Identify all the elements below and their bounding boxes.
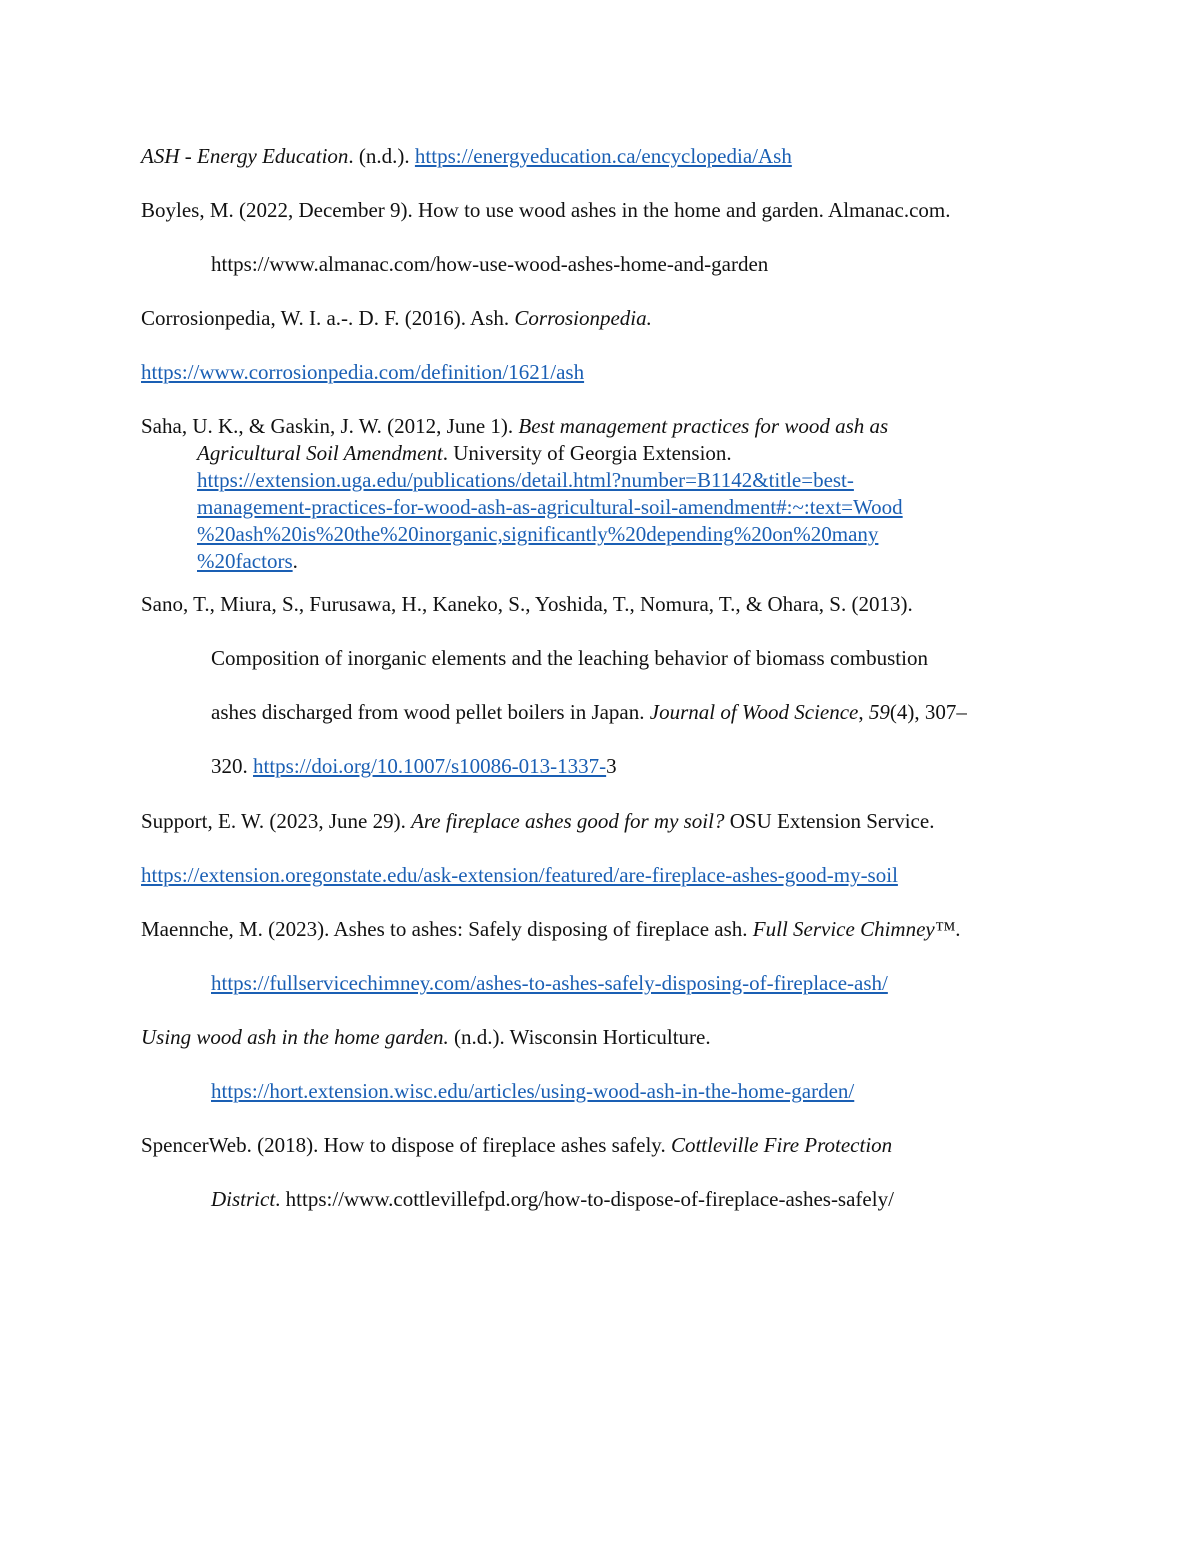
- reference-8: [141, 1024, 711, 1051]
- reference-9: [141, 1132, 892, 1159]
- reference-link[interactable]: https://www.corrosionpedia.com/definition/1621/ash: [141, 360, 585, 384]
- reference-7-url-line: [211, 970, 888, 997]
- reference-5-line-2: Composition of inorganic elements and the leaching behavior of biomass combustion: [211, 646, 928, 670]
- reference-3: [141, 305, 652, 332]
- reference-link[interactable]: https://energyeducation.ca/encyclopedia/Ash: [414, 144, 792, 168]
- reference-link[interactable]: https://extension.oregonstate.edu/ask-extension/featured/are-fireplace-ashes-good-my-soil: [141, 863, 898, 887]
- reference-end: .: [955, 917, 961, 941]
- reference-2: Boyles, M. (2022, December 9). How to use wood ashes in the home and garden. Almanac.com.: [141, 198, 951, 222]
- reference-title: Are fireplace ashes good for my soil?: [411, 809, 725, 833]
- reference-volume: 59: [868, 700, 890, 724]
- reference-link[interactable]: https://hort.extension.wisc.edu/articles/using-wood-ash-in-the-home-garden/: [211, 1079, 855, 1103]
- reference-title-cont: Agricultural Soil Amendment: [197, 441, 443, 465]
- reference-pages-end: 320.: [211, 754, 253, 778]
- reference-title: Best management practices for wood ash as: [518, 414, 889, 438]
- reference-link[interactable]: %20ash%20is%20the%20inorganic,significantly%20depending%20on%20many: [197, 522, 879, 546]
- reference-url: . https://www.cottlevillefpd.org/how-to-dispose-of-fireplace-ashes-safely/: [275, 1187, 894, 1211]
- reference-source-cont: District: [211, 1187, 276, 1211]
- reference-5-line-4: [211, 753, 617, 780]
- reference-3-url-line: [141, 359, 584, 386]
- reference-doi-link[interactable]: https://doi.org/10.1007/s10086-013-1337-: [253, 754, 607, 778]
- reference-author: Saha, U. K., & Gaskin, J. W. (2012, June 1).: [141, 414, 519, 438]
- reference-doi-tail: 3: [606, 754, 617, 778]
- reference-4-line-2: [197, 440, 732, 467]
- reference-meta: (n.d.). Wisconsin Horticulture.: [448, 1025, 711, 1049]
- reference-link[interactable]: https://fullservicechimney.com/ashes-to-ashes-safely-disposing-of-fireplace-ash/: [211, 971, 888, 995]
- reference-end: .: [292, 549, 298, 573]
- reference-title: ASH - Energy Education: [141, 144, 349, 168]
- reference-text: Maennche, M. (2023). Ashes to ashes: Safely disposing of fireplace ash.: [141, 917, 753, 941]
- reference-meta: . (n.d.).: [348, 144, 415, 168]
- reference-6-url-line: [141, 862, 898, 889]
- reference-source: Corrosionpedia.: [514, 306, 652, 330]
- reference-4: [141, 413, 888, 440]
- reference-link[interactable]: management-practices-for-wood-ash-as-agricultural-soil-amendment#:~:text=Wood: [197, 495, 903, 519]
- reference-comma: ,: [858, 700, 869, 724]
- reference-4-url-line-1: [197, 467, 854, 494]
- reference-source: Full Service Chimney™: [752, 917, 956, 941]
- reference-link[interactable]: https://extension.uga.edu/publications/detail.html?number=B1142&title=best-: [197, 468, 854, 492]
- reference-4-url-line-2: [197, 494, 903, 521]
- reference-2-url: https://www.almanac.com/how-use-wood-ashes-home-and-garden: [211, 252, 769, 276]
- reference-4-url-line-3: [197, 521, 878, 548]
- reference-8-url-line: [211, 1078, 854, 1105]
- reference-publisher: . University of Georgia Extension.: [442, 441, 732, 465]
- reference-1: [141, 143, 792, 170]
- reference-7: [141, 916, 961, 943]
- reference-publisher: OSU Extension Service.: [724, 809, 935, 833]
- reference-author: Support, E. W. (2023, June 29).: [141, 809, 412, 833]
- reference-5-line-3: [211, 699, 967, 726]
- reference-text: ashes discharged from wood pellet boilers in Japan.: [211, 700, 650, 724]
- reference-source: Cottleville Fire Protection: [670, 1133, 893, 1157]
- reference-4-url-line-4: [197, 548, 298, 575]
- reference-title: Using wood ash in the home garden.: [141, 1025, 449, 1049]
- reference-author: Corrosionpedia, W. I. a.-. D. F. (2016). Ash.: [141, 306, 515, 330]
- reference-6: [141, 808, 934, 835]
- reference-9-line-2: [211, 1186, 894, 1213]
- reference-5: Sano, T., Miura, S., Furusawa, H., Kaneko, S., Yoshida, T., Nomura, T., & Ohara, S. (2013).: [141, 592, 913, 616]
- reference-link[interactable]: %20factors: [197, 549, 293, 573]
- reference-journal: Journal of Wood Science: [649, 700, 859, 724]
- reference-pages: (4), 307–: [889, 700, 967, 724]
- reference-text: SpencerWeb. (2018). How to dispose of fireplace ashes safely.: [141, 1133, 671, 1157]
